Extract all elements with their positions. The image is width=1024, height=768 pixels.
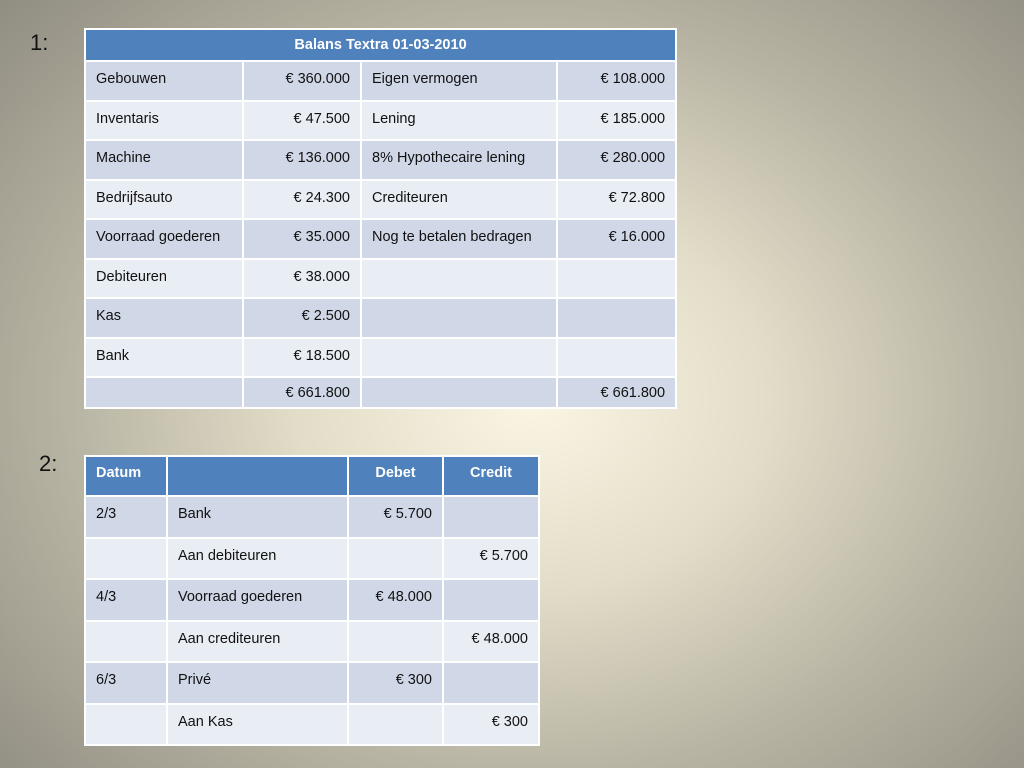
entry-credit: € 300 (443, 704, 539, 746)
liability-name: Crediteuren (361, 180, 557, 220)
table-row (85, 579, 539, 621)
asset-value: € 2.500 (243, 298, 361, 338)
table-row (85, 662, 539, 704)
entry-debet: € 5.700 (348, 496, 443, 538)
asset-name: Inventaris (85, 101, 243, 141)
asset-value: € 38.000 (243, 259, 361, 299)
header-omschrijving (167, 456, 348, 496)
header-credit: Credit (443, 456, 539, 496)
table-row (85, 61, 676, 101)
entry-debet (348, 538, 443, 580)
asset-value: € 35.000 (243, 219, 361, 259)
entry-date: 4/3 (85, 579, 167, 621)
liability-value: € 185.000 (557, 101, 676, 141)
entry-date (85, 704, 167, 746)
asset-name: Voorraad goederen (85, 219, 243, 259)
table-row (85, 538, 539, 580)
liability-value: € 72.800 (557, 180, 676, 220)
table-row (85, 219, 676, 259)
header-datum: Datum (85, 456, 167, 496)
entry-credit (443, 496, 539, 538)
entry-description: Aan crediteuren (167, 621, 348, 663)
asset-name: Machine (85, 140, 243, 180)
entry-description: Bank (167, 496, 348, 538)
section-label-1: 1: (30, 30, 49, 55)
asset-value: € 360.000 (243, 61, 361, 101)
asset-value: € 18.500 (243, 338, 361, 378)
balance-title: Balans Textra 01-03-2010 (85, 29, 676, 61)
table-row (85, 259, 676, 299)
liability-value: € 108.000 (557, 61, 676, 101)
total-right-label (361, 377, 557, 408)
liability-name (361, 298, 557, 338)
entry-description: Aan Kas (167, 704, 348, 746)
total-left-label (85, 377, 243, 408)
entry-date (85, 621, 167, 663)
asset-value: € 24.300 (243, 180, 361, 220)
entry-debet (348, 704, 443, 746)
entry-credit: € 48.000 (443, 621, 539, 663)
liability-value: € 16.000 (557, 219, 676, 259)
table-row (85, 496, 539, 538)
liability-value: € 280.000 (557, 140, 676, 180)
table-row (85, 621, 539, 663)
entry-credit: € 5.700 (443, 538, 539, 580)
table-row (85, 180, 676, 220)
asset-name: Bedrijfsauto (85, 180, 243, 220)
totals-row (85, 377, 676, 408)
total-assets: € 661.800 (243, 377, 361, 408)
entry-description: Voorraad goederen (167, 579, 348, 621)
total-liabilities: € 661.800 (557, 377, 676, 408)
journal-header-row (85, 456, 539, 496)
table-row (85, 298, 676, 338)
asset-name: Debiteuren (85, 259, 243, 299)
table-row (85, 140, 676, 180)
entry-debet: € 48.000 (348, 579, 443, 621)
liability-name (361, 338, 557, 378)
liability-name: 8% Hypothecaire lening (361, 140, 557, 180)
section-label-2: 2: (39, 451, 58, 476)
entry-debet (348, 621, 443, 663)
entry-credit (443, 662, 539, 704)
liability-name (361, 259, 557, 299)
asset-name: Gebouwen (85, 61, 243, 101)
liability-name: Eigen vermogen (361, 61, 557, 101)
entry-description: Privé (167, 662, 348, 704)
liability-name: Lening (361, 101, 557, 141)
liability-value (557, 298, 676, 338)
asset-name: Kas (85, 298, 243, 338)
entry-date (85, 538, 167, 580)
asset-name: Bank (85, 338, 243, 378)
entry-date: 6/3 (85, 662, 167, 704)
table-row (85, 101, 676, 141)
balance-title-row (85, 29, 676, 61)
journal-table (84, 455, 540, 746)
table-row (85, 704, 539, 746)
liability-value (557, 338, 676, 378)
asset-value: € 136.000 (243, 140, 361, 180)
asset-value: € 47.500 (243, 101, 361, 141)
balance-sheet-table (84, 28, 677, 409)
entry-debet: € 300 (348, 662, 443, 704)
liability-value (557, 259, 676, 299)
entry-description: Aan debiteuren (167, 538, 348, 580)
header-debet: Debet (348, 456, 443, 496)
table-row (85, 338, 676, 378)
liability-name: Nog te betalen bedragen (361, 219, 557, 259)
entry-date: 2/3 (85, 496, 167, 538)
entry-credit (443, 579, 539, 621)
